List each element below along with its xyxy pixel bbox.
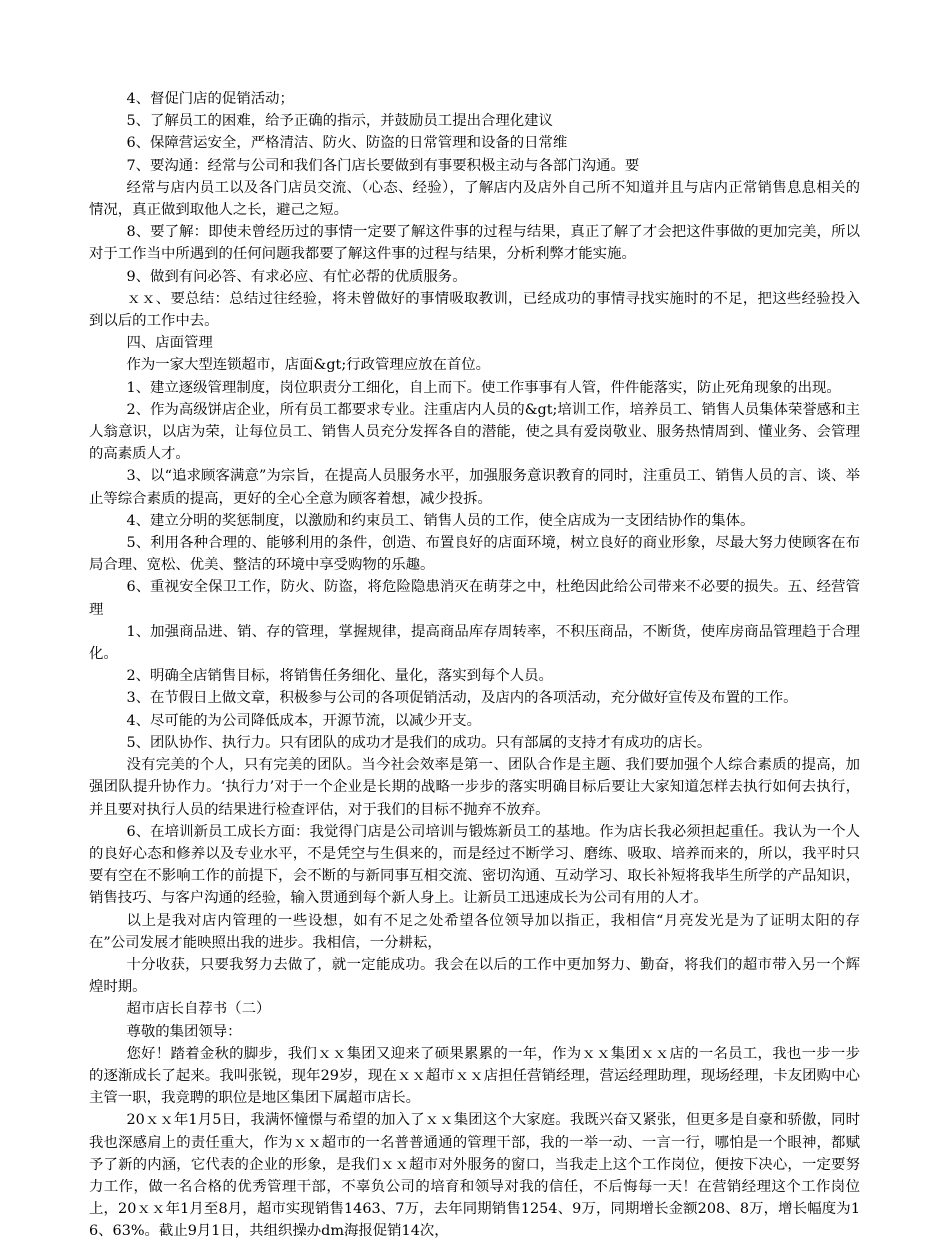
paragraph: 1、建立逐级管理制度，岗位职责分工细化，自上而下。使工作事事有人管，件件能落实，防止死角现象的出现。 <box>126 379 841 396</box>
paragraph: 4、尽可能的为公司降低成本，开源节流，以减少开支。 <box>126 712 481 729</box>
paragraph: 6、在培训新员工成长方面：我觉得门店是公司培训与锻炼新员工的基地。作为店长我必须担起重任。我认为一个人的良好心态和修养以及专业水平，不是凭空与生俱来的，而是经过不断学习、磨练、吸取、培养而来的，所以，我平时只要有空在不影响工作的前提下，会不断的与新同事互相交流、密切沟通、互动学习、取长补短将我毕生所学的产品知识，销售技巧、与客户沟通的经验，输入贯通到每个新人身上。让新员工迅速成长为公司有用的人才。 <box>89 823 860 907</box>
salutation: 尊敬的集团领导： <box>126 1023 242 1040</box>
paragraph: 6、保障营运安全，严格清洁、防火、防盗的日常管理和设备的日常维 <box>126 135 568 152</box>
paragraph: 十分收获，只要我努力去做了，就一定能成功。我会在以后的工作中更加努力、勤奋，将我们的超市带入另一个辉煌时期。 <box>89 956 860 996</box>
paragraph: 1、加强商品进、销、存的管理，掌握规律，提高商品库存周转率，不积压商品，不断货，使库房商品管理趋于合理化。 <box>89 623 860 663</box>
paragraph: 9、做到有问必答、有求必应、有忙必帮的优质服务。 <box>126 268 467 285</box>
paragraph: 7、要沟通：经常与公司和我们各门店长要做到有事要积极主动与各部门沟通。要 <box>126 157 640 174</box>
paragraph: 作为一家大型连锁超市，店面&gt;行政管理应放在首位。 <box>126 357 491 374</box>
paragraph: 5、团队协作、执行力。只有团队的成功才是我们的成功。只有部属的支持才有成功的店长。 <box>126 734 712 751</box>
paragraph: 8、要了解：即使未曾经历过的事情一定要了解这件事的过程与结果，真正了解了才会把这件事做的更加完美，所以对于工作当中所遇到的任何问题我都要了解这件事的过程与结果，分析利弊才能实施。 <box>89 224 860 263</box>
document-subtitle: 超市店长自荐书（二） <box>126 1001 271 1018</box>
paragraph: 您好！踏着金秋的脚步，我们ｘｘ集团又迎来了硕果累累的一年，作为ｘｘ集团ｘｘ店的一名员工，我也一步一步的逐渐成长了起来。我叫张锐，现年29岁，现在ｘｘ超市ｘｘ店担任营销经理，营运经理助理，现场经理，卡友团购中心主管一职，我竞聘的职位是地区集团下属超市店长。 <box>89 1045 860 1107</box>
paragraph: 3、以“追求顾客满意”为宗旨，在提高人员服务水平，加强服务意识教育的同时，注重员工、销售人员的言、谈、举止等综合素质的提高，更好的全心全意为顾客着想，减少投拆。 <box>89 468 860 507</box>
paragraph: 5、了解员工的困难，给予正确的指示，并鼓励员工提出合理化建议 <box>126 113 553 130</box>
paragraph: ｘｘ、要总结：总结过往经验，将未曾做好的事情吸取教训，已经成功的事情寻找实施时的不足，把这些经验投入到以后的工作中去。 <box>89 290 860 330</box>
paragraph: 4、建立分明的奖惩制度，以激励和约束员工、销售人员的工作，使全店成为一支团结协作的集体。 <box>126 512 755 529</box>
paragraph: 2、作为高级饼店企业，所有员工都要求专业。注重店内人员的&gt;培训工作，培养员工、销售人员集体荣誉感和主人翁意识，以店为荣，让每位员工、销售人员充分发挥各自的潜能，使之具有爱岗敬业、服务热情周到、懂业务、会管理的高素质人才。 <box>89 401 860 463</box>
section-heading: 四、店面管理 <box>126 335 213 352</box>
paragraph: 没有完美的个人，只有完美的团队。当今社会效率是第一、团队合作是主题、我们要加强个人综合素质的提高，加强团队提升协作力。‘执行力’对于一个企业是长期的战略一步步的落实明确目标后要让大家知道怎样去执行如何去执行，并且要对执行人员的结果进行检查评估，对于我们的目标不抛弃不放弃。 <box>89 757 860 818</box>
paragraph: 经常与店内员工以及各门店员交流、（心态、经验），了解店内及店外自己所不知道并且与店内正常销售息息相关的情况，真正做到取他人之长，避己之短。 <box>89 179 860 219</box>
paragraph: 5、利用各种合理的、能够利用的条件，创造、布置良好的店面环境，树立良好的商业形象，尽最大努力使顾客在布局合理、宽松、优美、整洁的环境中享受购物的乐趣。 <box>89 535 860 574</box>
paragraph: 2、明确全店销售目标，将销售任务细化、量化，落实到每个人员。 <box>126 668 553 685</box>
paragraph: 20ｘｘ年1月5日，我满怀憧憬与希望的加入了ｘｘ集团这个大家庭。我既兴奋又紧张，但更多是自豪和骄傲，同时我也深感肩上的责任重大，作为ｘｘ超市的一名普普通通的管理干部，我的一举一动、一言一行，哪怕是一个眼神，都赋予了新的内涵，它代表的企业的形象，是我们ｘｘ超市对外服务的窗口，当我走上这个工作岗位，便按下决心，一定要努力工作，做一名合格的优秀管理干部，不辜负公司的培育和领导对我的信任，不后悔每一天！在营销经理这个工作岗位上，20ｘｘ年1月至8月，超市实现销售1463、7万，去年同期销售1254、9万，同期增长金额208、8万，增长幅度为16、63%。截止9月1日，共组织操办dm海报促销14次， <box>89 1112 860 1240</box>
paragraph: 4、督促门店的促销活动； <box>126 91 294 107</box>
paragraph: 以上是我对店内管理的一些设想，如有不足之处希望各位领导加以指正，我相信“月亮发光是为了证明太阳的存在”公司发展才能映照出我的进步。我相信，一分耕耘， <box>89 912 860 951</box>
paragraph: 6、重视安全保卫工作，防火、防盗，将危险隐患消灭在萌芽之中，杜绝因此给公司带来不必要的损失。五、经营管理 <box>89 579 860 618</box>
paragraph: 3、在节假日上做文章，积极参与公司的各项促销活动，及店内的各项活动，充分做好宣传及布置的工作。 <box>126 690 798 707</box>
